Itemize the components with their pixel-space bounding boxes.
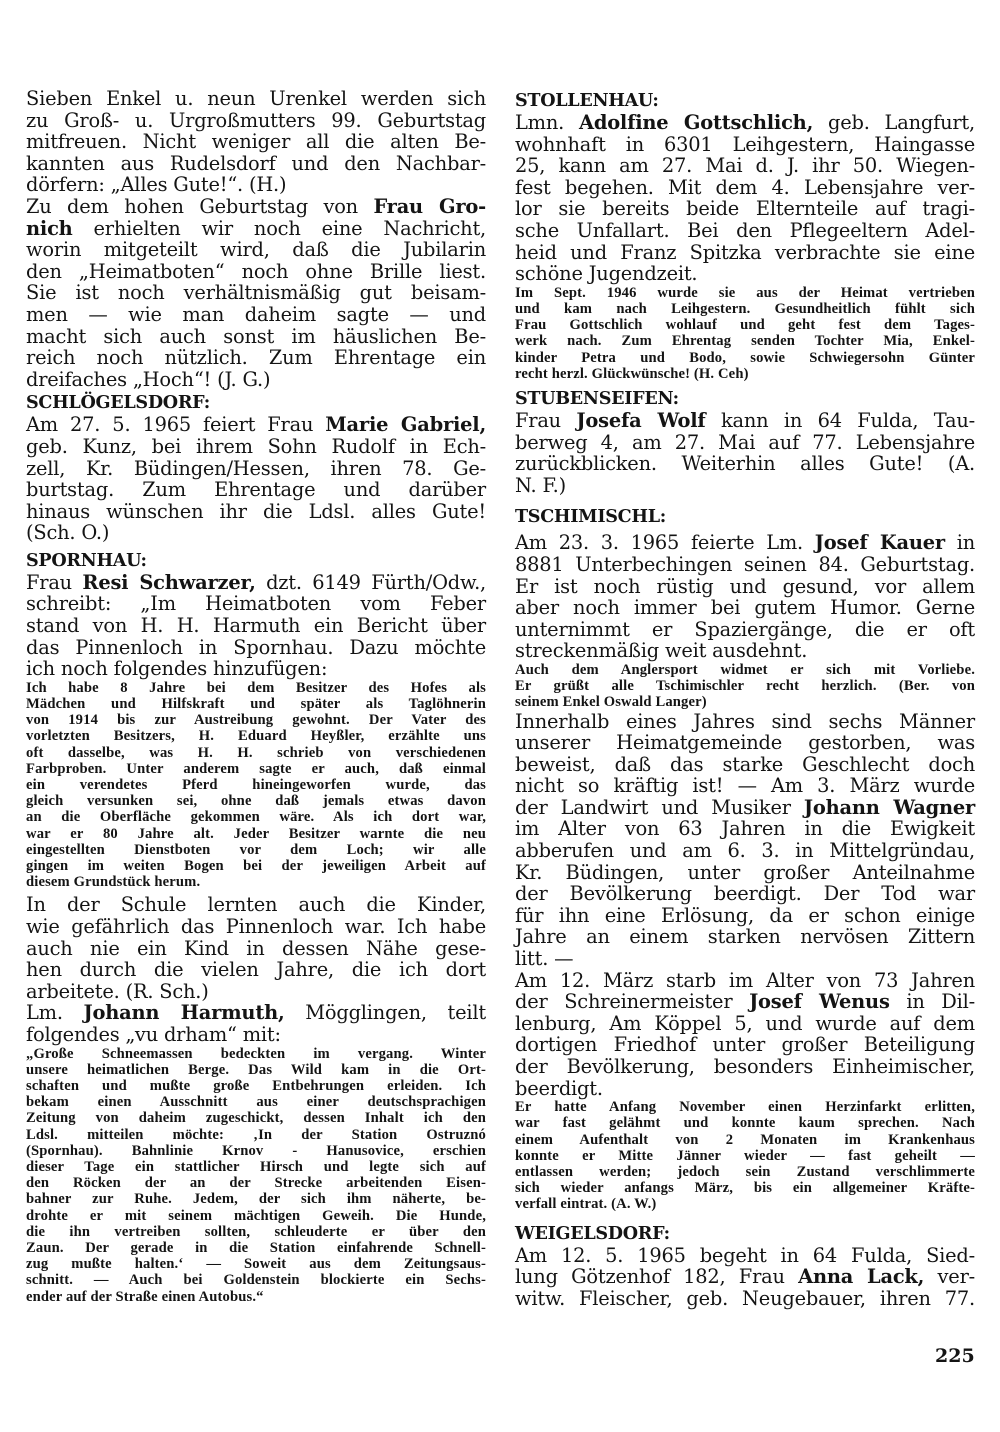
text-line: nicht so kräftig ist! — Am 3. März wurde bbox=[515, 774, 975, 798]
text-line: In der Schule lernten auch die Kinder, bbox=[26, 893, 486, 917]
text-line: an die Oberfläche gekommen wäre. Als ich dort war, bbox=[26, 809, 486, 826]
text-line: kannten aus Rudelsdorf und den Nachbar- bbox=[26, 151, 486, 175]
text-line: heid und Franz Spitzka verbrachte sie eine bbox=[515, 240, 975, 264]
paragraph-josef-kauer-rest bbox=[515, 554, 975, 662]
text-line: zug mußte halten.‘ — Soweit aus dem Zeitungsaus- bbox=[26, 1256, 486, 1273]
text-line: ender auf der Straße einen Autobus.“ bbox=[26, 1288, 264, 1305]
text-line: Sie ist noch verhältnismäßig gut beisam- bbox=[26, 281, 486, 305]
text-line: hen durch die vielen Jahre, die ich dort bbox=[26, 958, 486, 982]
name-josef-wenus: Josef Wenus bbox=[749, 990, 890, 1014]
text-line: wohnhaft in 6301 Leihgestern, Haingasse bbox=[515, 132, 975, 156]
text-line: kinder Petra und Bodo, sowie Schwiegersohn Günter bbox=[515, 349, 975, 366]
text-line: diesem Grundstück herum. bbox=[26, 874, 201, 891]
paragraph-deaths: Innerhalb eines Jahres sind sechs Männer unserer Heimatgemeinde gestorben, was beweist, daß das starke Geschlecht doch nicht so kräftig ist! — Am 3. März wurde der Landwirt und Musiker Johann Wagner im Alter von 63 Jahren in die Ewigkeit abberufen und am 6. 3. in Mittelgründau, Kr. Büdingen, unter großer Anteilnahme der Bevölkerung beerdigt. Der Tod war für ihn eine Erlösung, da er schon einige Jahre an einem starken nervösen Zittern litt. — bbox=[515, 709, 975, 971]
text-line: reich noch nützlich. Zum Ehrentage ein bbox=[26, 346, 486, 370]
paragraph-school bbox=[26, 894, 486, 1002]
text-line: der Bevölkerung beerdigt. Der Tod war bbox=[515, 882, 975, 906]
text-line: macht sich auch sonst im häuslichen Be- bbox=[26, 324, 486, 348]
note-wenus bbox=[515, 1099, 975, 1212]
paragraph-josef-kauer: Am 23. 3. 1965 feierte Lm. Josef Kauer in 8881 Unterbechingen seinen 84. Geburtstag. Er ist noch rüstig und gesund, vor allem aber noch immer bei gutem Humor. Gerne unternimmt er Spaziergänge, die er oft streckenmäßig weit ausdehnt. bbox=[515, 531, 975, 663]
text-line: 8881 Unterbechingen seinen 84. Geburtstag. bbox=[515, 552, 975, 576]
text-line: Ich habe 8 Jahre bei dem Besitzer des Hofes als bbox=[26, 679, 486, 696]
paragraph-josef-wenus: Am 12. März starb im Alter von 73 Jahren der Schreinermeister Josef Wenus in Dil- lenburg, Am Köppel 5, und wurde auf dem dortigen Friedhof unter großer Beteiligung der Bevölkerung, besonders Einheimischer, beerdigt. bbox=[515, 968, 975, 1100]
text-line: eingestellten Dienstboten vor dem Loch; wir alle bbox=[26, 841, 486, 858]
text-line: geb. Kunz, bei ihrem Sohn Rudolf in Ech- bbox=[26, 434, 486, 458]
text-line: Auch dem Anglersport widmet er sich mit Vorliebe. bbox=[515, 661, 975, 678]
text-line: berweg 4, am 27. Mai auf 77. Lebensjahre bbox=[515, 430, 975, 454]
text-line: der Bevölkerung, besonders Einheimischer, bbox=[515, 1055, 975, 1079]
text-line: (Sch. O.) bbox=[26, 521, 110, 545]
text-line: men — wie man daheim sagte — und bbox=[26, 302, 486, 326]
text-line: zurückblicken. Weiterhin alles Gute! (A. bbox=[515, 452, 975, 476]
paragraph-frau-gronich-rest bbox=[26, 239, 486, 390]
name-josef-kauer: Josef Kauer bbox=[814, 531, 945, 555]
text-line: zell, Kr. Büdingen/Hessen, ihren 78. Ge- bbox=[26, 456, 486, 480]
text-line: unserer Heimatgemeinde gestorben, was bbox=[515, 731, 975, 755]
text-line: arbeitete. (R. Sch.) bbox=[26, 979, 209, 1003]
text-line: vorletzten Besitzers, H. Eduard Heyßler, erzählte uns bbox=[26, 728, 486, 745]
quote-snow-masses bbox=[26, 1046, 486, 1305]
paragraph-resi-schwarzer-rest bbox=[26, 593, 486, 679]
text-line: fest begehen. Mit dem 4. Lebensjahre ver- bbox=[515, 175, 975, 199]
text-line: Er hatte Anfang November einen Herzinfarkt erlitten, bbox=[515, 1099, 975, 1116]
text-line: schreibt: „Im Heimatboten vom Feber bbox=[26, 592, 486, 616]
left-column bbox=[26, 88, 486, 1305]
text-line: Innerhalb eines Jahres sind sechs Männer bbox=[515, 709, 975, 733]
text-line: war fast gelähmt und konnte kaum sprechen. Nach bbox=[515, 1115, 975, 1132]
text-line: streckenmäßig weit ausdehnt. bbox=[515, 639, 808, 663]
paragraph-adolfine-rest bbox=[515, 134, 975, 285]
text-line: einem Aufenthalt von 2 Monaten im Krankenhaus bbox=[515, 1131, 975, 1148]
text-line: schnitt. — Auch bei Goldenstein blockierte ein Sechs- bbox=[26, 1272, 486, 1289]
text-line: dörfern: „Alles Gute!“. (H.) bbox=[26, 173, 287, 197]
paragraph-deaths-b bbox=[515, 818, 975, 969]
text-line: ein verendetes Pferd hineingeworfen wurde, das bbox=[26, 777, 486, 794]
text-line: den „Heimatboten“ noch ohne Brille liest. bbox=[26, 259, 486, 283]
name-frau-gronich-cont: nich bbox=[26, 216, 73, 240]
name-resi-schwarzer: Resi Schwarzer, bbox=[82, 570, 256, 594]
text-line: schöne Jugendzeit. bbox=[515, 262, 698, 286]
text-line: konnte er Mitte Jänner wieder — fast geheilt — bbox=[515, 1147, 975, 1164]
paragraph-great-grandchildren bbox=[26, 88, 486, 196]
text-line: Er grüßt alle Tschimischler recht herzlich. (Ber. von bbox=[515, 678, 975, 695]
text-line: Farbproben. Unter anderem sagte er auch, daß einmal bbox=[26, 760, 486, 777]
letter-pinnenloch bbox=[26, 680, 486, 891]
note-gottschlich bbox=[515, 285, 975, 382]
paragraph-frau-gronich: Zu dem hohen Geburtstag von Frau Gro- nich erhielten wir noch eine Nachricht, worin mitgeteilt wird, daß die Jubilarin den „Heimatboten“ noch ohne Brille liest. Sie ist noch verhältnismäßig gut beisam- men — wie man daheim sagte — und macht sich auch sonst im häuslichen Be- reich noch nützlich. Zum Ehrentage ein dreifaches „Hoch“! (J. G.) bbox=[26, 194, 486, 391]
text-line: Sieben Enkel u. neun Urenkel werden sich bbox=[26, 87, 486, 110]
text-line: Frau Gottschlich wohlauf und geht fest dem Tages- bbox=[515, 317, 975, 334]
text-line: abberufen und am 6. 3. in Mittelgründau, bbox=[515, 839, 975, 863]
text-line: war er 80 Jahre alt. Jeder Besitzer warnte die neu bbox=[26, 825, 486, 842]
text-line: lor sie bereits beide Elternteile auf tragi- bbox=[515, 197, 975, 221]
text-line: Ldsl. mitteilen möchte: ‚In der Station Ostruznó bbox=[26, 1126, 486, 1143]
text-line: (Spornhau). Bahnlinie Krnov - Hanusovice, erschien bbox=[26, 1142, 486, 1159]
text-line: Im Sept. 1946 wurde sie aus der Heimat vertrieben bbox=[515, 284, 975, 301]
paragraph-josefa-wolf: Frau Josefa Wolf kann in 64 Fulda, Tau- berweg 4, am 27. Mai auf 77. Lebensjahre zurückblicken. Weiterhin alles Gute! (A. N. F.) bbox=[515, 408, 976, 497]
paragraph-johann-harmuth: Lm. Johann Harmuth, Mögglingen, teilt folgendes „vu drham“ mit: bbox=[26, 1001, 486, 1047]
text-line: Er ist noch rüstig und gesund, vor allem bbox=[515, 574, 975, 598]
text-line: dreifaches „Hoch“! (J. G.) bbox=[26, 367, 271, 391]
text-line: litt. — bbox=[515, 947, 574, 971]
note-kauer bbox=[515, 662, 975, 711]
paragraph-josefa-wolf-rest bbox=[515, 432, 975, 497]
name-johann-wagner: Johann Wagner bbox=[803, 795, 975, 819]
paragraph-adolfine-gottschlich: Lmn. Adolfine Gottschlich, geb. Langfurt, wohnhaft in 6301 Leihgestern, Haingasse 25, kann am 27. Mai d. J. ihr 50. Wiegen- fest begehen. Mit dem 4. Lebensjahre ver- lor sie bereits beide Elternteile auf tragi- sche Unfallart. Bei den Pflegeeltern Adel- heid und Franz Spitzka verbrachte sie eine schöne Jugendzeit. bbox=[515, 111, 975, 286]
text-line: 25, kann am 27. Mai d. J. ihr 50. Wiegen- bbox=[515, 154, 975, 178]
heading-stollenhau: STOLLENHAU: bbox=[515, 90, 659, 111]
text-line: seinem Enkel Oswald Langer) bbox=[515, 694, 707, 711]
name-frau-gronich: Frau Gro- bbox=[373, 194, 486, 218]
text-line: gleich versunken sei, ohne daß jemals etwas davon bbox=[26, 793, 486, 810]
text-line: aber noch immer bei gutem Humor. Gerne bbox=[515, 596, 975, 620]
text-line: mitfreuen. Nicht weniger all die alten Be- bbox=[26, 130, 486, 154]
text-line: Mädchen und Hilfskraft und später als Taglöhnerin bbox=[26, 696, 486, 713]
right-column bbox=[515, 88, 975, 1309]
text-line: unternimmt er Spaziergänge, die er oft bbox=[515, 617, 975, 641]
text-line: wie gefährlich das Pinnenloch war. Ich habe bbox=[26, 915, 486, 939]
heading-tschimischl: TSCHIMISCHL: bbox=[515, 506, 666, 528]
text-line: im Alter von 63 Jahren in die Ewigkeit bbox=[515, 817, 975, 841]
text-line: hinaus wünschen ihr die Ldsl. alles Gute! bbox=[26, 499, 486, 523]
text-line: bekam einen Ausschnitt aus einer deutschsprachigen bbox=[26, 1094, 486, 1111]
name-anna-lack: Anna Lack, bbox=[798, 1265, 925, 1289]
text-line: werk nach. Zum Ehrentag senden Tochter Mia, Enkel- bbox=[515, 333, 975, 350]
text-line: von 1914 bis zur Austreibung gewohnt. Der Vater des bbox=[26, 712, 486, 729]
name-johann-harmuth: Johann Harmuth, bbox=[83, 1001, 285, 1025]
text-line: entlassen werden; jedoch sein Zustand verschlimmerte bbox=[515, 1164, 975, 1181]
text-line: beerdigt. bbox=[515, 1076, 603, 1100]
text-line: gingen im weiten Bogen bei der jeweiligen Arbeit auf bbox=[26, 858, 486, 875]
text-line: schaften und mußte große Entbehrungen erleiden. Ich bbox=[26, 1078, 486, 1095]
text-line: „Große Schneemassen bedeckten im vergang. Winter bbox=[26, 1045, 486, 1062]
text-line: drohte er mit seinem mächtigen Geweih. Die Hunde, bbox=[26, 1207, 486, 1224]
text-line: Zaun. Der gerade in die Station einfahrende Schnell- bbox=[26, 1240, 486, 1257]
heading-weigelsdorf: WEIGELSDORF: bbox=[515, 1222, 670, 1244]
text-line: unsere heimatlichen Berge. Das Wild kam in die Ort- bbox=[26, 1061, 486, 1078]
heading-schloegelsdorf: SCHLÖGELSDORF: bbox=[26, 392, 210, 414]
name-josefa-wolf: Josefa Wolf bbox=[576, 408, 706, 432]
text-line: Zeitung von daheim zugeschickt, dessen Inhalt ich den bbox=[26, 1110, 486, 1127]
text-line: verfall eintrat. (A. W.) bbox=[515, 1196, 657, 1213]
name-marie-gabriel: Marie Gabriel, bbox=[325, 413, 486, 437]
paragraph-wenus-rest bbox=[515, 1013, 975, 1099]
paragraph-marie-gabriel: Am 27. 5. 1965 feiert Frau Marie Gabriel, geb. Kunz, bei ihrem Sohn Rudolf in Ech- zell, Kr. Büdingen/Hessen, ihren 78. Ge- burtstag. Zum Ehrentage und darüber hinaus wünschen ihr die Ldsl. alles Gute! (Sch. O.) bbox=[26, 413, 486, 545]
text-line: recht herzl. Glückwünsche! (H. Ceh) bbox=[515, 365, 749, 382]
heading-stubenseifen: STUBENSEIFEN: bbox=[515, 387, 679, 409]
text-line: Jahre an einem starken nervösen Zittern bbox=[515, 925, 975, 949]
text-line: und kam nach Leihgestern. Gesundheitlich fühlt sich bbox=[515, 300, 975, 317]
text-line: Kr. Büdingen, unter großer Anteilnahme bbox=[515, 860, 975, 884]
text-line: dortigen Friedhof unter großer Beteiligung bbox=[515, 1033, 975, 1057]
paragraph-resi-schwarzer: Frau Resi Schwarzer, dzt. 6149 Fürth/Odw., schreibt: „Im Heimatboten vom Feber stand von H. H. Harmuth ein Bericht über das Pinnenloch in Spornhau. Dazu möchte ich noch folgendes hinzufügen: bbox=[26, 570, 487, 681]
text-line: zu Groß- u. Urgroßmutters 99. Geburtstag bbox=[26, 108, 486, 132]
paragraph-marie-gabriel-rest bbox=[26, 436, 486, 544]
text-line: dieser Tage ein stattlicher Hirsch und legte sich auf bbox=[26, 1159, 486, 1176]
text-line: stand von H. H. Harmuth ein Bericht über bbox=[26, 614, 486, 638]
text-line: N. F.) bbox=[515, 473, 567, 497]
text-line: burtstag. Zum Ehrentage und darüber bbox=[26, 478, 486, 502]
text-line: sich wieder anfangs März, bis ein allgemeiner Kräfte- bbox=[515, 1180, 975, 1197]
text-line: oft dasselbe, was H. H. schrieb von verschiedenen bbox=[26, 744, 486, 761]
paragraph-anna-lack: Am 12. 5. 1965 begeht in 64 Fulda, Sied- lung Götzenhof 182, Frau Anna Lack, ver- witw. Fleischer, geb. Neugebauer, ihren 77. bbox=[515, 1243, 975, 1310]
text-line: worin mitgeteilt wird, daß die Jubilarin bbox=[26, 238, 486, 262]
name-adolfine-gottschlich: Adolfine Gottschlich, bbox=[579, 111, 814, 134]
text-line: für ihn eine Erlösung, da er schon einige bbox=[515, 903, 975, 927]
text-line: ich noch folgendes hinzufügen: bbox=[26, 657, 328, 681]
paragraph-deaths-a bbox=[515, 711, 975, 797]
page-number: 225 bbox=[935, 1345, 975, 1367]
text-line: beweist, daß das starke Geschlecht doch bbox=[515, 752, 975, 776]
text-line: lenburg, Am Köppel 5, und wurde auf dem bbox=[515, 1011, 975, 1035]
text-line: auch nie ein Kind in dessen Nähe gese- bbox=[26, 936, 486, 960]
text-line: die ihn vertreiben sollten, schleuderte er über den bbox=[26, 1223, 486, 1240]
text-line: den Röcken der an der Strecke arbeitenden Eisen- bbox=[26, 1175, 486, 1192]
text-line: sche Unfallart. Bei den Pflegeeltern Adel- bbox=[515, 218, 975, 242]
text-line: bahner zur Ruhe. Jedem, der sich ihm näherte, be- bbox=[26, 1191, 486, 1208]
text-line: das Pinnenloch in Spornhau. Dazu möchte bbox=[26, 635, 486, 659]
heading-spornhau: SPORNHAU: bbox=[26, 549, 147, 571]
